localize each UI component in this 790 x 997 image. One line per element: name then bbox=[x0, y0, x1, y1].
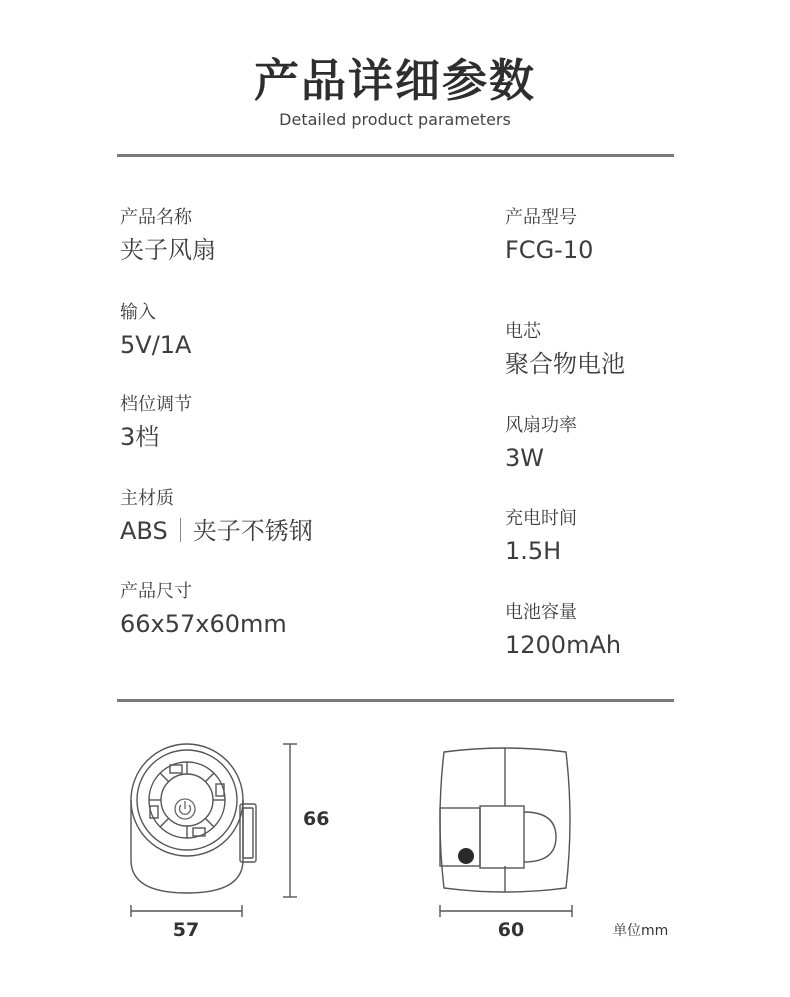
spec-value: FCG-10 bbox=[505, 236, 594, 264]
front-width-dimension-line bbox=[131, 905, 242, 917]
spec-label: 产品型号 bbox=[505, 207, 577, 228]
material-clip: 夹子不锈钢 bbox=[192, 517, 313, 545]
spec-value: 66x57x60mm bbox=[120, 610, 287, 638]
spec-value: 5V/1A bbox=[120, 331, 192, 359]
side-width-dimension-line bbox=[440, 905, 572, 917]
spec-label: 充电时间 bbox=[505, 508, 577, 529]
height-dimension-label: 66 bbox=[303, 808, 330, 830]
spec-label: 产品名称 bbox=[120, 207, 192, 228]
fan-front-view bbox=[131, 744, 256, 893]
unit-note: 单位mm bbox=[613, 923, 669, 939]
spec-value: 3档 bbox=[120, 423, 160, 451]
power-icon bbox=[175, 799, 195, 819]
clip-pivot-icon bbox=[458, 848, 474, 864]
spec-label: 档位调节 bbox=[120, 394, 192, 415]
spec-label: 输入 bbox=[120, 302, 156, 323]
spec-label: 产品尺寸 bbox=[120, 581, 192, 602]
side-width-dimension-label: 60 bbox=[497, 919, 525, 941]
spec-value: 3W bbox=[505, 444, 544, 472]
spec-value: 1.5H bbox=[505, 537, 562, 565]
page-subtitle: Detailed product parameters bbox=[279, 110, 511, 129]
height-dimension-line bbox=[283, 744, 297, 897]
spec-label: 电池容量 bbox=[505, 602, 577, 623]
spec-value: 夹子风扇 bbox=[120, 236, 216, 264]
front-width-dimension-label: 57 bbox=[172, 919, 200, 941]
spec-value: 聚合物电池 bbox=[505, 350, 625, 378]
spec-label: 风扇功率 bbox=[505, 415, 577, 436]
material-body: ABS bbox=[120, 517, 168, 545]
spec-value: 1200mAh bbox=[505, 631, 622, 659]
page-title: 产品详细参数 bbox=[253, 54, 536, 107]
spec-label: 电芯 bbox=[505, 321, 541, 342]
spec-label: 主材质 bbox=[120, 488, 174, 509]
fan-side-view bbox=[440, 748, 570, 892]
